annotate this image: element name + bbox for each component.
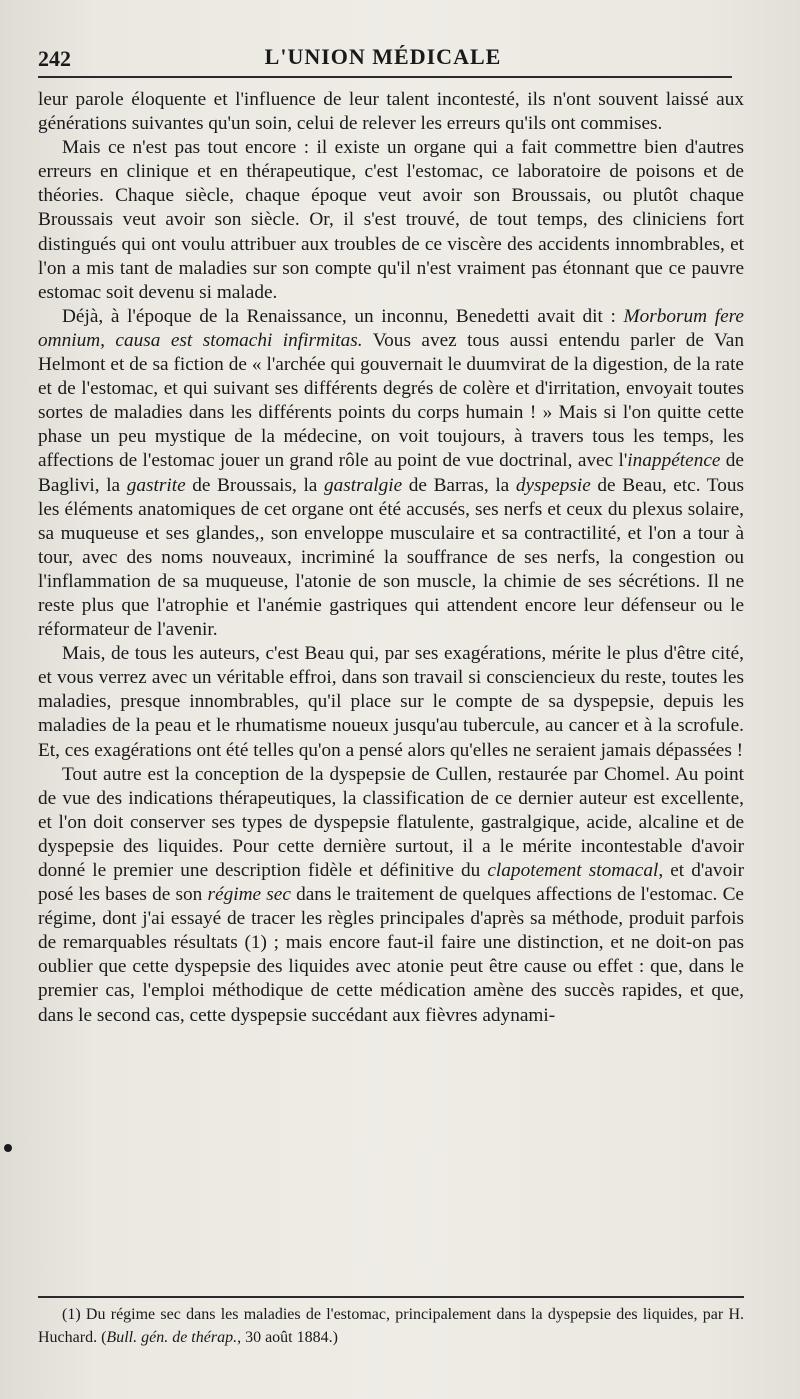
term-inappetence: inappétence [627, 450, 721, 472]
latin-quote: Morborum fere omnium, causa est stomachi infirmitas. [38, 305, 744, 351]
paragraph-4: Mais, de tous les auteurs, c'est Beau qui, par ses exagérations, mérite le plus d'être cité, et vous verrez avec un véritable effroi, dans son travail si consciencieux du reste, toutes les maladies, presque innombrables, qu'il place sur le compte de sa dyspepsie, depuis les maladies de la peau et le rhumatisme noueux jusqu'au tubercule, au cancer et à la scrofule. Et, ces exagérations ont été telles qu'on a pensé alors qu'elles ne seraient jamais dépassées ! [38, 643, 744, 761]
paragraph-3-text-f: de Beau, etc. Tous les éléments anatomiques de cet organe ont été accusés, ses nerfs et ceux du plexus solaire, sa muqueuse et ses glandes,, son enveloppe musculaire et sa contractilité, et l'on a tour à tour, avec des noms nouveaux, incriminé la souffrance de ses nerfs, la congestion ou l'inflammation de sa muqueuse, l'atonie de son muscle, la chimie de ses sécrétions. Il ne reste plus que l'atrophie et l'anémie gastriques qui attendent encore leur défenseur ou le réformateur de l'avenir. [38, 474, 745, 641]
paragraph-3-text-d: de Broussais, la [185, 474, 324, 496]
header-rule [38, 76, 732, 78]
footnote-journal: Bull. gén. de thérap. [106, 1329, 238, 1346]
paragraph-3 [38, 305, 744, 642]
term-gastrite: gastrite [126, 474, 186, 496]
paragraph-5-text-c: dans le traitement de quelques affections de l'estomac. Ce régime, dont j'ai essayé de tracer les règles principales d'après sa méthode, produit parfois de remarquables résultats (1) ; mais encore faut-il faire une distinction, et ne doit-on pas oublier que cette dyspepsie des liquides avec atonie peut être cause ou effet : que, dans le premier cas, l'emploi méthodique de cette médication amène des succès rapides, et que, dans le second cas, cette dyspepsie succédant aux fièvres adynami- [38, 884, 744, 1026]
term-gastralgie: gastralgie [323, 474, 403, 496]
paragraph-3-text-e: de Barras, la [402, 474, 516, 496]
running-title: L'UNION MÉDICALE [264, 44, 502, 69]
page-number: 242 [38, 46, 71, 71]
paragraph-3-text-c: de Baglivi, la [38, 450, 744, 496]
paragraph-5-text-a: Tout autre est la conception de la dyspepsie de Cullen, restaurée par Chomel. Au point de vue des indications thérapeutiques, la classification de ce dernier auteur est excellente, et l'on doit conserver ses types de dyspepsie flatulente, gastralgique, acide, alcaline et de dyspepsie des liquides. Pour cette dernière surtout, il a le mérite incontestable d'avoir donné le premier une description fidèle et définitive du [38, 763, 744, 881]
page-header [38, 42, 728, 76]
footnote-rule [38, 1296, 744, 1298]
term-clapotement-stomacal: clapotement stomacal [487, 860, 659, 881]
paragraph-5 [38, 763, 744, 1028]
paragraph-3-text-a: Déjà, à l'époque de la Renaissance, un inconnu, Benedetti avait dit : [62, 305, 624, 327]
paragraph-1: leur parole éloquente et l'influence de leur talent incontesté, ils n'ont souvent laissé aux générations suivantes qu'un soin, celui de relever les erreurs qu'ils ont commises. [38, 89, 744, 135]
paragraph-2: Mais ce n'est pas tout encore : il existe un organe qui a fait commettre bien d'autres erreurs en clinique et en thérapeutique, c'est l'estomac, ce laboratoire de poisons et de théories. Chaque siècle, chaque époque veut avoir son Broussais, ou plutôt chaque Broussais veut avoir son siècle. Or, il s'est trouvé, de tout temps, des cliniciens fort distingués qui ont voulu attribuer aux troubles de ce viscère des accidents innombrables, et l'on a mis tant de maladies sur son compte qu'il n'est vraiment pas étonnant que ce pauvre estomac soit devenu si malade. [38, 137, 744, 303]
term-dyspepsie: dyspepsie [515, 474, 591, 496]
term-regime-sec: régime sec [207, 884, 291, 906]
footnote-text-a: (1) Du régime sec dans les maladies de l'estomac, principalement dans la dyspepsie des liquides, par H. Huchard. ( [38, 1306, 744, 1346]
footnote [38, 1303, 744, 1349]
margin-dot-mark [4, 1144, 12, 1152]
paragraph-3-text-b: Vous avez tous aussi entendu parler de Van Helmont et de sa fiction de « l'archée qui gouvernait le duumvirat de la digestion, de la rate et de l'estomac, et qui suivant ses différents degrés de colère et d'irritation, envoyait toutes sortes de maladies dans les différents points du corps humain ! » Mais si l'on quitte cette phase un peu mystique de la médecine, on voit toujours, à travers tous les temps, les affections de l'estomac jouer un grand rôle au point de vue doctrinal, avec l' [38, 329, 744, 472]
paragraph-5-text-b: , et d'avoir posé les bases de son [38, 860, 744, 906]
body-text [38, 88, 744, 1028]
footnote-text-b: , 30 août 1884.) [237, 1329, 338, 1346]
